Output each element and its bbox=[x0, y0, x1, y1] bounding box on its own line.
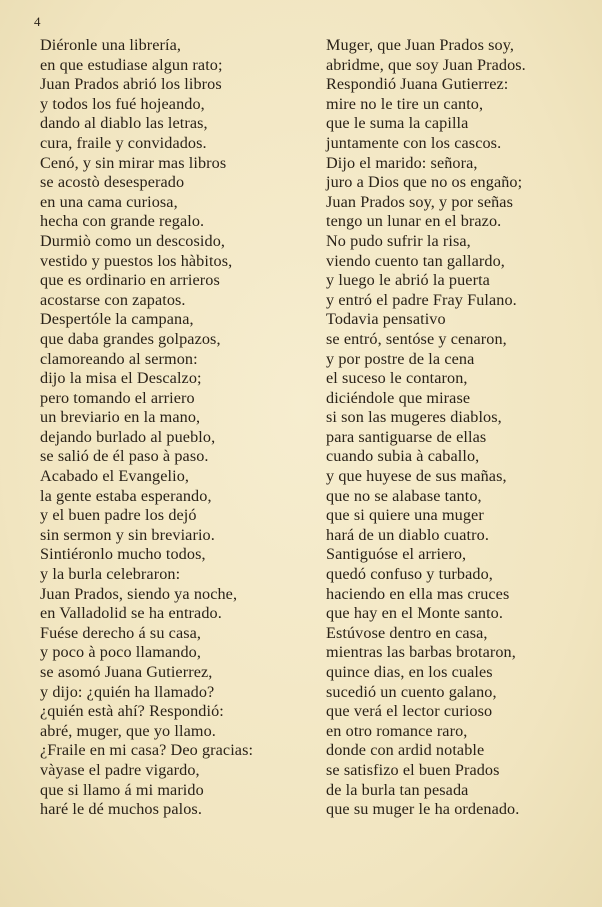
verse-line: Muger, que Juan Prados soy, bbox=[326, 36, 515, 54]
verse-line: hará de un diablo cuatro. bbox=[326, 525, 489, 544]
right-column bbox=[326, 36, 526, 820]
verse-line: pero tomando el arriero bbox=[40, 388, 195, 407]
verse-line: mientras las barbas brotaron, bbox=[326, 643, 516, 662]
verse-line: Respondió Juana Gutierrez: bbox=[326, 75, 509, 94]
verse-line: Fuése derecho á su casa, bbox=[40, 623, 202, 642]
verse-line: Sintiéronlo mucho todos, bbox=[40, 545, 206, 564]
verse-line: mire no le tire un canto, bbox=[326, 94, 484, 113]
verse-line: quince dias, en los cuales bbox=[326, 663, 493, 681]
verse-line: juro a Dios que no os engaño; bbox=[326, 173, 523, 192]
verse-line: en Valladolid se ha entrado. bbox=[40, 604, 222, 623]
verse-line: Estúvose dentro en casa, bbox=[326, 623, 488, 642]
verse-line: se acostò desesperado bbox=[40, 173, 185, 192]
verse-line: Santiguóse el arriero, bbox=[326, 545, 467, 564]
verse-line: diciéndole que mirase bbox=[326, 388, 471, 407]
verse-line: que no se alabase tanto, bbox=[326, 486, 482, 505]
verse-line: y todos los fué hojeando, bbox=[40, 94, 205, 113]
verse-line: que le suma la capilla bbox=[326, 114, 469, 133]
verse-line: que daba grandes golpazos, bbox=[40, 329, 221, 348]
verse-line: y que huyese de sus mañas, bbox=[326, 467, 507, 486]
verse-line: se asomó Juana Gutierrez, bbox=[40, 663, 213, 681]
verse-line: cuando subia à caballo, bbox=[326, 447, 480, 466]
verse-line: dando al diablo las letras, bbox=[40, 114, 208, 133]
verse-line: haciendo en ella mas cruces bbox=[326, 584, 510, 603]
verse-line: un breviario en la mano, bbox=[40, 408, 201, 427]
verse-line: en una cama curiosa, bbox=[40, 192, 178, 211]
verse-line: y poco à poco llamando, bbox=[40, 643, 201, 662]
verse-line: y por postre de la cena bbox=[326, 349, 475, 368]
verse-line: de la burla tan pesada bbox=[326, 780, 469, 799]
verse-line: ¿quién està ahí? Respondió: bbox=[40, 702, 224, 721]
verse-line: se satisfizo el buen Prados bbox=[326, 760, 500, 779]
verse-line: que si llamo á mi marido bbox=[40, 780, 204, 799]
verse-line: viendo cuento tan gallardo, bbox=[326, 251, 505, 270]
left-column bbox=[40, 36, 253, 820]
verse-line: Acabado el Evangelio, bbox=[40, 467, 190, 486]
verse-line: acostarse con zapatos. bbox=[40, 290, 186, 309]
verse-line: si son las mugeres diablos, bbox=[326, 408, 502, 427]
verse-line: abré, muger, que yo llamo. bbox=[40, 721, 216, 740]
verse-line: se entró, sentóse y cenaron, bbox=[326, 329, 507, 348]
verse-line: se salió de él paso à paso. bbox=[40, 447, 209, 466]
verse-line: en que estudiase algun rato; bbox=[40, 55, 223, 74]
verse-line: en otro romance raro, bbox=[326, 721, 468, 740]
verse-line: tengo un lunar en el brazo. bbox=[326, 212, 502, 231]
verse-line: Juan Prados soy, y por señas bbox=[326, 192, 513, 211]
verse-line: cura, fraile y convidados. bbox=[40, 133, 207, 152]
verse-line: ¿Fraile en mi casa? Deo gracias: bbox=[40, 741, 254, 760]
verse-line: Durmiò como un descosido, bbox=[40, 231, 226, 250]
verse-line: y entró el padre Fray Fulano. bbox=[326, 290, 517, 309]
verse-line: Todavia pensativo bbox=[326, 310, 446, 329]
verse-line: juntamente con los cascos. bbox=[326, 133, 502, 152]
verse-line: dijo la misa el Descalzo; bbox=[40, 369, 202, 388]
verse-line: que es ordinario en arrieros bbox=[40, 271, 220, 290]
verse-line: para santiguarse de ellas bbox=[326, 427, 487, 446]
verse-line: No pudo sufrir la risa, bbox=[326, 231, 471, 250]
verse-line: la gente estaba esperando, bbox=[40, 486, 212, 505]
verse-line: que su muger le ha ordenado. bbox=[326, 800, 520, 819]
verse-line: clamoreando al sermon: bbox=[40, 349, 198, 368]
page-number: 4 bbox=[34, 14, 41, 29]
verse-line: Juan Prados abrió los libros bbox=[40, 75, 222, 94]
verse-line: haré le dé muchos palos. bbox=[40, 800, 202, 819]
verse-line: que hay en el Monte santo. bbox=[326, 604, 504, 623]
verse-line: quedó confuso y turbado, bbox=[326, 565, 493, 584]
verse-line: Cenó, y sin mirar mas libros bbox=[40, 153, 227, 172]
verse-line: abridme, que soy Juan Prados. bbox=[326, 55, 526, 74]
verse-line: el suceso le contaron, bbox=[326, 369, 468, 388]
verse-line: sucedió un cuento galano, bbox=[326, 682, 497, 701]
verse-line: Despertóle la campana, bbox=[40, 310, 194, 329]
verse-line: y el buen padre los dejó bbox=[40, 506, 197, 525]
verse-line: y dijo: ¿quién ha llamado? bbox=[40, 682, 215, 701]
verse-line: Dijo el marido: señora, bbox=[326, 153, 478, 172]
verse-line: y luego le abrió la puerta bbox=[326, 271, 490, 290]
verse-line: Diéronle una librería, bbox=[40, 36, 182, 54]
verse-line: y la burla celebraron: bbox=[40, 565, 181, 584]
verse-line: Juan Prados, siendo ya noche, bbox=[40, 584, 238, 603]
verse-line: donde con ardid notable bbox=[326, 741, 485, 760]
verse-line: que verá el lector curioso bbox=[326, 702, 493, 721]
verse-line: vestido y puestos los hàbitos, bbox=[40, 251, 233, 270]
verse-line: hecha con grande regalo. bbox=[40, 212, 205, 231]
verse-line: vàyase el padre vigardo, bbox=[40, 760, 200, 779]
verse-line: sin sermon y sin breviario. bbox=[40, 525, 215, 544]
verse-line: dejando burlado al pueblo, bbox=[40, 427, 216, 446]
verse-line: que si quiere una muger bbox=[326, 506, 484, 525]
